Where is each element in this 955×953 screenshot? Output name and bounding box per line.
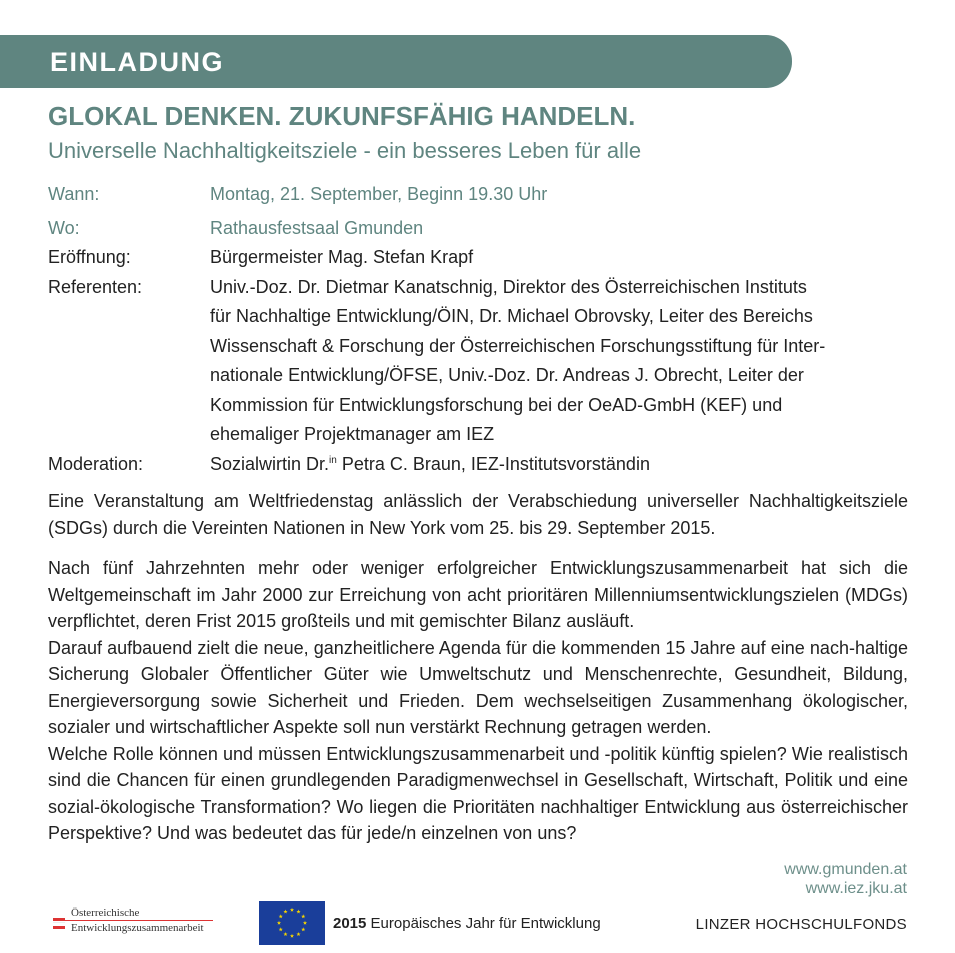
linzer-hochschulfonds-logo: LINZER HOCHSCHULFONDS <box>695 916 907 933</box>
referenten-line: für Nachhaltige Entwicklung/ÖIN, Dr. Michael Obrovsky, Leiter des Bereichs <box>210 306 813 326</box>
wann-value: Montag, 21. September, Beginn 19.30 Uhr <box>210 184 548 204</box>
banner-label: EINLADUNG <box>50 47 224 77</box>
eu-year-label: Europäisches Jahr für Entwicklung <box>366 915 601 932</box>
eroeffnung-value: Bürgermeister Mag. Stefan Krapf <box>210 247 474 267</box>
body-paragraph-2: Nach fünf Jahrzehnten mehr oder weniger erfolgreicher Entwicklungszusammenarbeit hat sich die Weltgemeinschaft im Jahr 2000 zur Erreichung von acht prioritären Millenniumsentwicklungszielen (MDGs) verpflichtet, deren Frist 2015 großteils und mit gemischter Bilanz ausläuft. <box>48 558 908 631</box>
moderation-pre: Sozialwirtin Dr. <box>210 453 330 474</box>
page-subtitle: Universelle Nachhaltigkeitsziele - ein besseres Leben für alle <box>48 138 642 163</box>
event-info <box>48 180 908 479</box>
referenten-line: Wissenschaft & Forschung der Österreichischen Forschungsstiftung für Inter- <box>210 335 826 356</box>
wo-value: Rathausfestsaal Gmunden <box>210 217 424 238</box>
eu-year-text <box>333 915 601 932</box>
wann-label: Wann: <box>48 184 100 204</box>
oeza-logo-line1: Österreichische <box>71 907 140 919</box>
wo-label: Wo: <box>48 217 80 238</box>
info-row-wo <box>48 214 908 244</box>
referenten-line: nationale Entwicklung/ÖFSE, Univ.-Doz. Dr. Andreas J. Obrecht, Leiter der <box>210 365 804 385</box>
referenten-value <box>210 273 908 450</box>
body-paragraph-3: Darauf aufbauend zielt die neue, ganzheitlichere Agenda für die kommenden 15 Jahre auf eine nach-haltige Sicherung Globaler Öffentlicher Güter wie Umweltschutz und Menschenrechte, Gesundheit, Bildung, Energieversorgung sowie Sicherheit und Frieden. Dem wechselseitigen Zusammenhang ökologischer, sozialer und wirtschaftlicher Aspekte soll nun verstärkt Rechnung getragen werden. <box>48 637 908 737</box>
body-paragraph-4: Welche Rolle können und müssen Entwicklungszusammenarbeit und -politik künftig spielen? Wie realistisch sind die Chancen für einen grundlegenden Paradigmenwechsel in Gesellschaft, Wirtschaft, Politik und eine sozial-ökologische Transformation? Wo liegen die Prioritäten nachhaltiger Entwicklung aus österreichischer Perspektive? Und was bedeutet das für jede/n einzelnen von uns? <box>48 743 908 843</box>
oeza-logo <box>53 907 213 939</box>
info-row-referenten <box>48 273 908 450</box>
austria-flag-stripe <box>53 918 65 921</box>
body-paragraph-1: Eine Veranstaltung am Weltfriedenstag anlässlich der Verabschiedung universeller Nachhaltigkeitsziele (SDGs) durch die Vereinten Nationen in New York vom 25. bis 29. September 2015. <box>48 491 908 538</box>
referenten-line: Univ.-Doz. Dr. Dietmar Kanatschnig, Direktor des Österreichischen Instituts <box>210 276 807 297</box>
eroeffnung-label: Eröffnung: <box>48 247 131 267</box>
url-iez[interactable]: www.iez.jku.at <box>805 880 907 897</box>
logo-divider <box>65 920 213 921</box>
header-banner <box>0 35 792 88</box>
info-row-wann <box>48 180 908 210</box>
eu-year: 2015 <box>333 915 367 932</box>
info-row-moderation <box>48 450 908 480</box>
website-links <box>784 860 907 898</box>
referenten-line: ehemaliger Projektmanager am IEZ <box>210 424 495 444</box>
referenten-line: Kommission für Entwicklungsforschung bei der OeAD-GmbH (KEF) und <box>210 394 783 415</box>
referenten-label: Referenten: <box>48 276 143 297</box>
moderation-sup: in <box>329 454 337 466</box>
moderation-post: Petra C. Braun, IEZ-Institutsvorständin <box>336 453 650 474</box>
moderation-label: Moderation: <box>48 453 144 474</box>
page-title: GLOKAL DENKEN. ZUKUNFSFÄHIG HANDELN. <box>48 101 636 131</box>
body-text <box>48 488 908 847</box>
url-gmunden[interactable]: www.gmunden.at <box>784 861 907 878</box>
info-row-eroeffnung <box>48 243 908 273</box>
austria-flag-stripe <box>53 926 65 929</box>
oeza-logo-line2: Entwicklungszusammenarbeit <box>71 922 204 934</box>
eu-flag-icon <box>259 901 325 945</box>
moderation-value <box>210 450 908 480</box>
